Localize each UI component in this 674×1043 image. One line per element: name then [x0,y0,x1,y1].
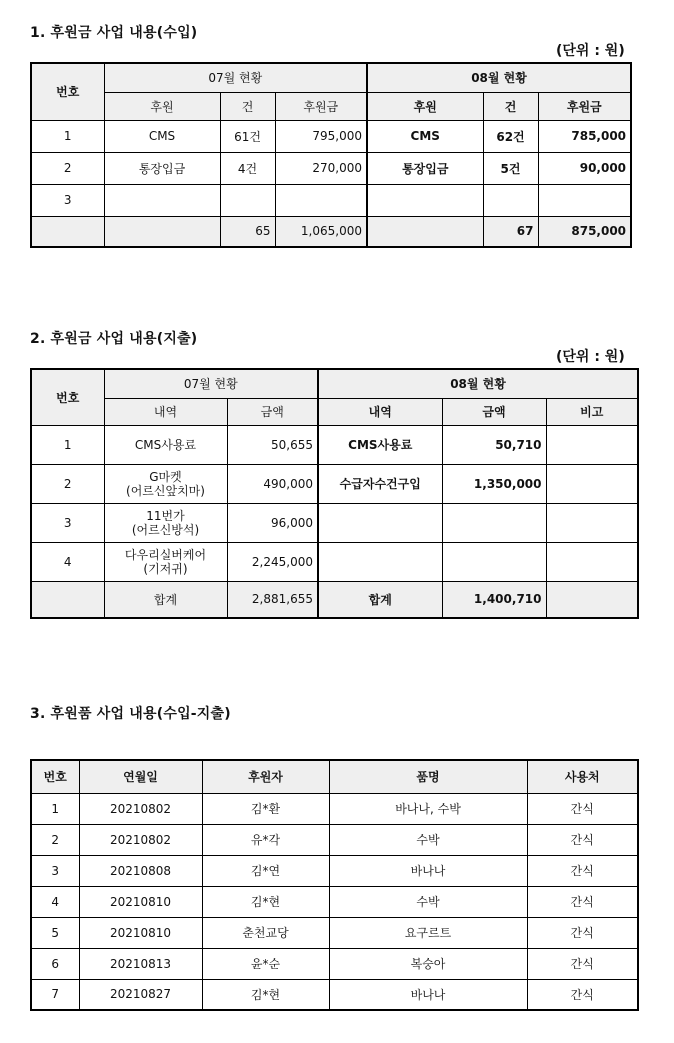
row-no: 7 [31,979,79,1010]
donor-type [104,184,220,216]
item-detail: (기저귀) [143,561,188,576]
date: 20210810 [79,917,202,948]
table-row [31,184,631,216]
donor: 김*연 [202,855,329,886]
total-amount-1: 2,881,655 [227,581,318,618]
total-row [31,581,638,618]
item: 바나나 [329,855,527,886]
item: 바나나 [329,979,527,1010]
donor: 김*현 [202,979,329,1010]
total-amount-1: 1,065,000 [275,216,367,247]
place: 간식 [527,855,638,886]
section3-title: 3. 후원품 사업 내용(수입-지출) [30,706,231,722]
donor: 유*각 [202,824,329,855]
total-label-1: 합계 [104,581,227,618]
place: 간식 [527,917,638,948]
date: 20210827 [79,979,202,1010]
section1-title: 1. 후원금 사업 내용(수입) [30,25,198,41]
date: 20210813 [79,948,202,979]
row-no: 1 [31,120,104,152]
goods-table [30,759,639,1011]
place: 간식 [527,793,638,824]
amount: 50,710 [442,425,546,464]
note [546,542,638,581]
donor: 춘천교당 [202,917,329,948]
donor-type: CMS [104,120,220,152]
item: 수박 [329,824,527,855]
row-no: 2 [31,824,79,855]
item: 요구르트 [329,917,527,948]
total-amount-2: 875,000 [538,216,631,247]
amount: 785,000 [538,120,631,152]
table-row [31,503,638,542]
amount [275,184,367,216]
total-count-1: 65 [220,216,275,247]
item: 수박 [329,886,527,917]
item-detail: (어르신앞치마) [126,483,205,498]
row-no: 4 [31,886,79,917]
col-date: 연월일 [79,760,202,793]
date: 20210802 [79,793,202,824]
count: 4건 [220,152,275,184]
donor: 김*현 [202,886,329,917]
amount: 1,350,000 [442,464,546,503]
month2-header: 08월 현황 [318,369,638,398]
donor-type: 통장입금 [104,152,220,184]
donor-type [367,184,483,216]
count: 62건 [483,120,538,152]
row-no: 2 [31,152,104,184]
count [483,184,538,216]
note [546,464,638,503]
amount [442,542,546,581]
table-row [31,793,638,824]
total-amount-2: 1,400,710 [442,581,546,618]
amount: 90,000 [538,152,631,184]
amount: 270,000 [275,152,367,184]
item-cell [104,542,227,581]
col-amount-2: 후원금 [538,92,631,120]
amount: 50,655 [227,425,318,464]
donor-type: CMS [367,120,483,152]
row-no: 6 [31,948,79,979]
donor-type: 통장입금 [367,152,483,184]
item-name: 11번가 [146,508,185,523]
col-item-1: 내역 [104,398,227,425]
row-no: 3 [31,503,104,542]
col-no: 번호 [31,63,104,120]
col-amount-2: 금액 [442,398,546,425]
donor: 김*환 [202,793,329,824]
place: 간식 [527,979,638,1010]
amount [538,184,631,216]
row-no: 3 [31,855,79,886]
col-amount-1: 금액 [227,398,318,425]
section1-unit: (단위 : 원) [556,43,625,59]
item: 바나나, 수박 [329,793,527,824]
expense-table [30,368,639,619]
place: 간식 [527,824,638,855]
date: 20210802 [79,824,202,855]
table-row [31,855,638,886]
item-cell [104,503,227,542]
row-no: 3 [31,184,104,216]
table-row [31,886,638,917]
row-no: 5 [31,917,79,948]
income-table [30,62,632,248]
place: 간식 [527,948,638,979]
item: 복숭아 [329,948,527,979]
total-label-2: 합계 [318,581,442,618]
amount: 2,245,000 [227,542,318,581]
item-name [318,542,442,581]
item-detail: (어르신방석) [131,522,200,537]
table-row [31,152,631,184]
item-name: G마켓 [149,469,182,484]
col-item: 품명 [329,760,527,793]
count: 5건 [483,152,538,184]
place: 간식 [527,886,638,917]
count [220,184,275,216]
table-row [31,425,638,464]
item-cell [104,464,227,503]
amount: 96,000 [227,503,318,542]
table-row [31,464,638,503]
item-name: 다우리실버케어 [124,547,207,562]
row-no: 1 [31,793,79,824]
month2-header: 08월 현황 [367,63,631,92]
item-name: CMS사용료 [318,425,442,464]
month1-header: 07월 현황 [104,369,318,398]
month1-header: 07월 현황 [104,63,367,92]
note [546,503,638,542]
count: 61건 [220,120,275,152]
col-count-1: 건 [220,92,275,120]
amount [442,503,546,542]
item-name: CMS사용료 [134,437,197,452]
date: 20210808 [79,855,202,886]
col-donor-2: 후원 [367,92,483,120]
amount: 490,000 [227,464,318,503]
col-no: 번호 [31,760,79,793]
item-name: 수급자수건구입 [318,464,442,503]
col-donor: 후원자 [202,760,329,793]
col-place: 사용처 [527,760,638,793]
note [546,425,638,464]
item-cell [104,425,227,464]
total-count-2: 67 [483,216,538,247]
section2-unit: (단위 : 원) [556,349,625,365]
col-count-2: 건 [483,92,538,120]
row-no: 2 [31,464,104,503]
table-row [31,824,638,855]
col-amount-1: 후원금 [275,92,367,120]
donor: 윤*순 [202,948,329,979]
col-donor-1: 후원 [104,92,220,120]
col-note: 비고 [546,398,638,425]
row-no: 4 [31,542,104,581]
table-row [31,542,638,581]
row-no: 1 [31,425,104,464]
table-row [31,948,638,979]
amount: 795,000 [275,120,367,152]
col-no: 번호 [31,369,104,425]
col-item-2: 내역 [318,398,442,425]
total-row [31,216,631,247]
date: 20210810 [79,886,202,917]
table-row [31,917,638,948]
section2-title: 2. 후원금 사업 내용(지출) [30,331,198,347]
table-row [31,979,638,1010]
table-row [31,120,631,152]
item-name [318,503,442,542]
